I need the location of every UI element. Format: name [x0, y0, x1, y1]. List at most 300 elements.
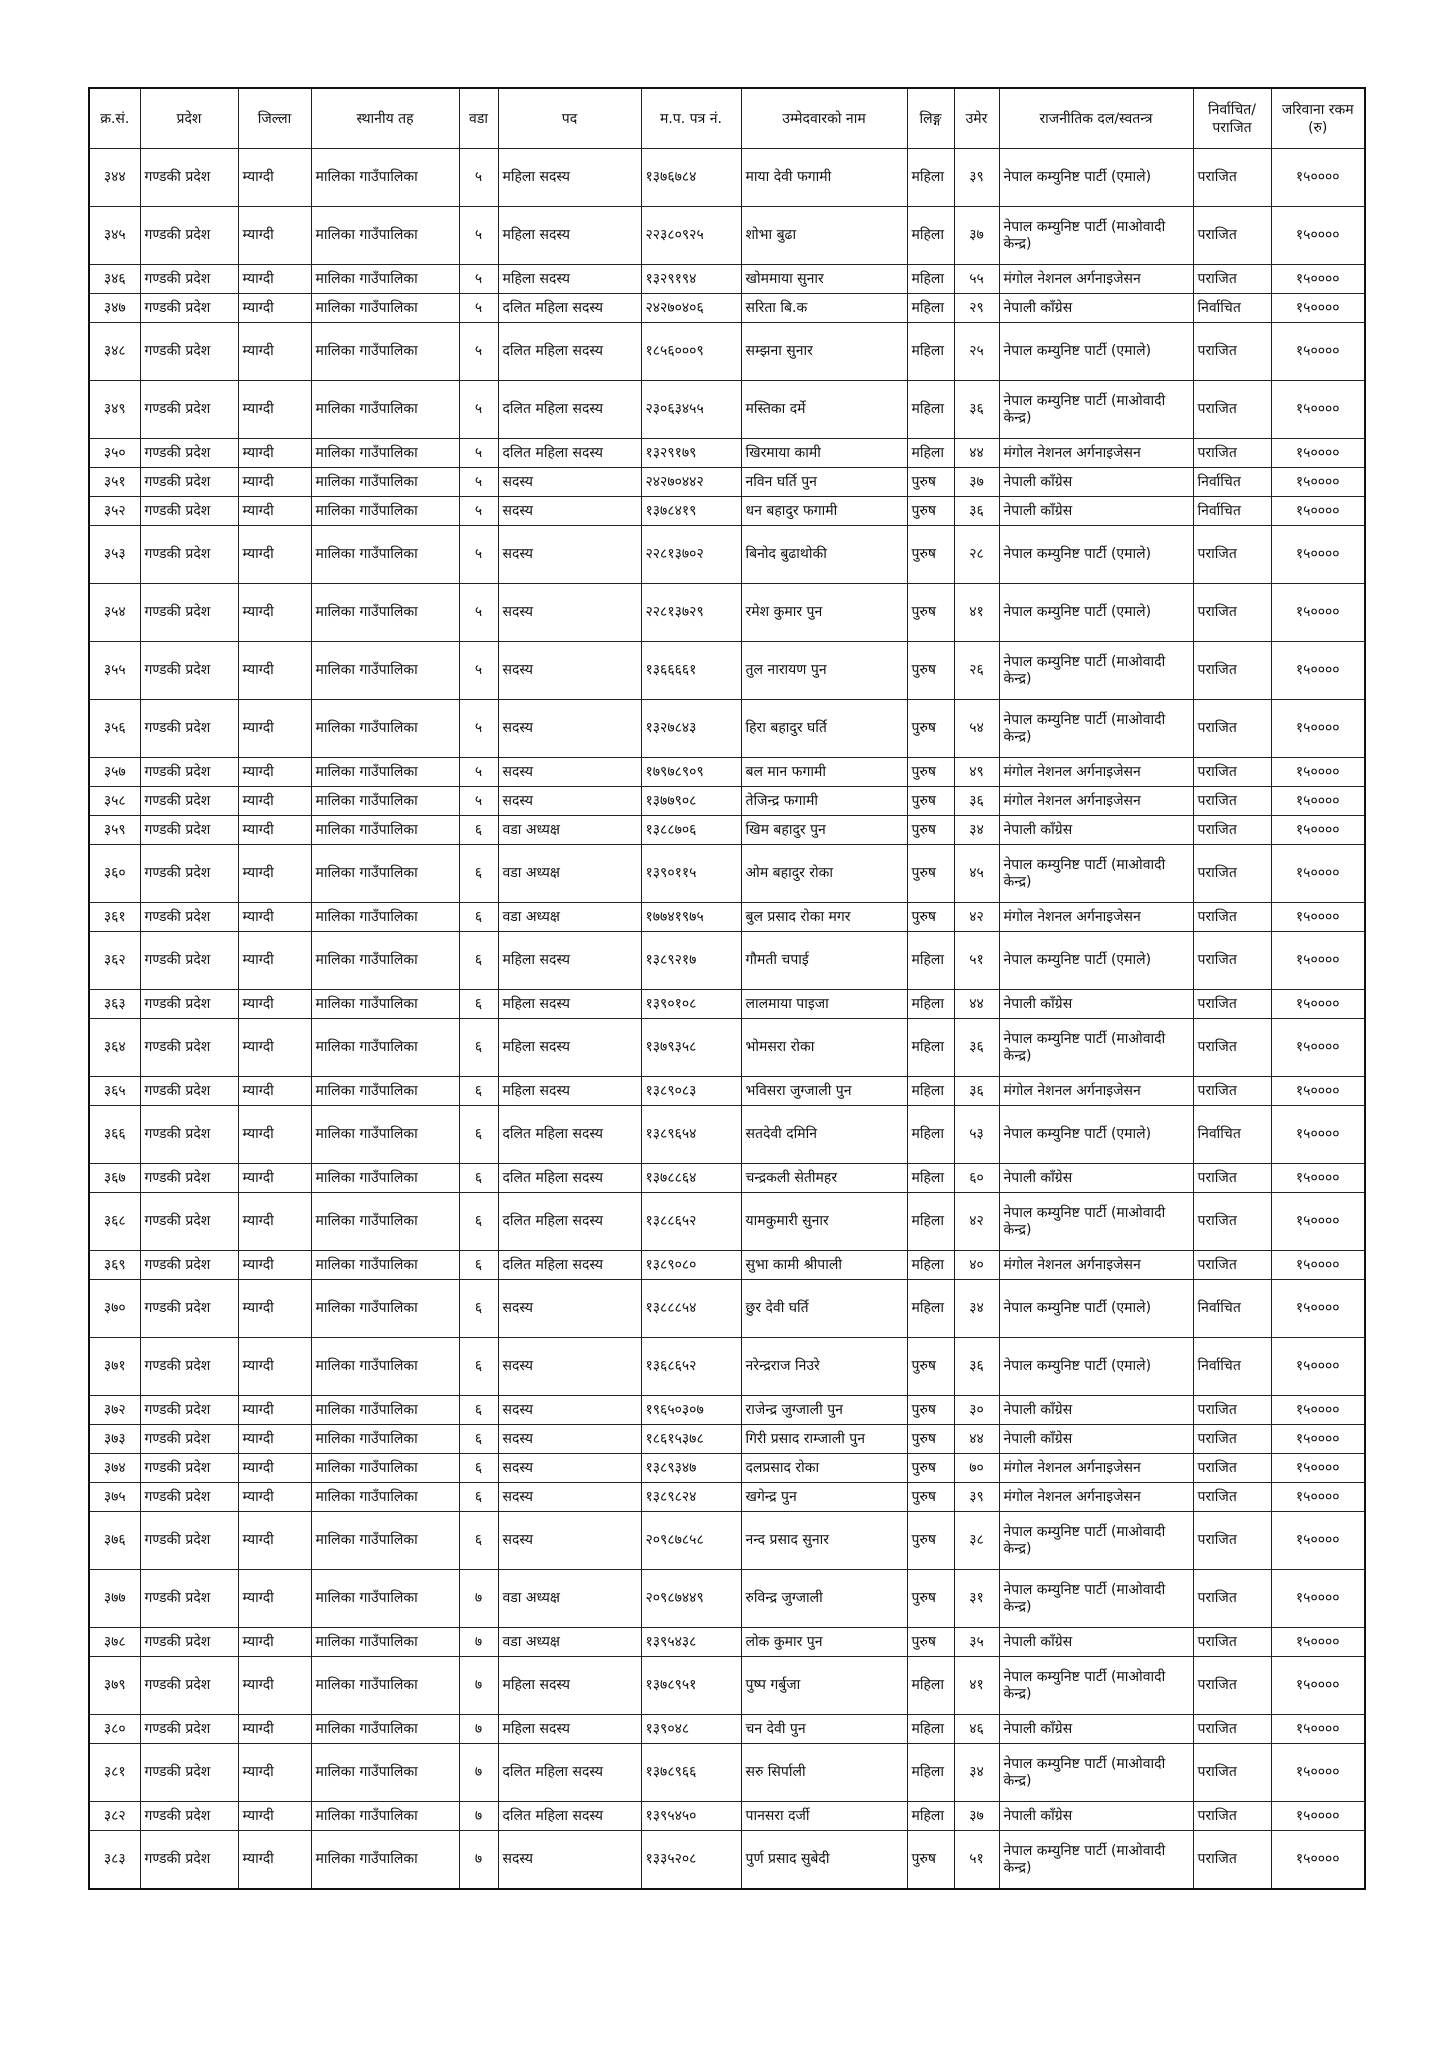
cell-candidate-name: खिम बहादुर पुन — [741, 816, 907, 845]
cell-gender: महिला — [907, 1106, 954, 1164]
cell-party: नेपाल कम्युनिष्ट पार्टी (एमाले) — [999, 149, 1193, 207]
cell-result: पराजित — [1193, 381, 1271, 439]
cell-party: नेपाल कम्युनिष्ट पार्टी (एमाले) — [999, 932, 1193, 990]
cell-age: ३९ — [954, 149, 999, 207]
cell-candidate-name: भोमसरा रोका — [741, 1019, 907, 1077]
cell-ward: ६ — [459, 903, 498, 932]
cell-province: गण्डकी प्रदेश — [140, 265, 238, 294]
table-row — [89, 323, 1365, 381]
cell-district: म्याग्दी — [238, 1628, 311, 1657]
cell-gender: महिला — [907, 1744, 954, 1802]
cell-local-level: मालिका गाउँपालिका — [311, 1077, 459, 1106]
cell-ballot-number: १३८८६५२ — [641, 1193, 741, 1251]
cell-post: महिला सदस्य — [498, 1077, 641, 1106]
cell-post: सदस्य — [498, 1512, 641, 1570]
cell-party: नेपाल कम्युनिष्ट पार्टी (एमाले) — [999, 526, 1193, 584]
table-row — [89, 758, 1365, 787]
cell-candidate-name: दलप्रसाद रोका — [741, 1454, 907, 1483]
cell-party: नेपाली काँग्रेस — [999, 1425, 1193, 1454]
table-row — [89, 1425, 1365, 1454]
cell-serial: ३५४ — [89, 584, 140, 642]
cell-age: २५ — [954, 323, 999, 381]
cell-gender: महिला — [907, 1657, 954, 1715]
cell-ballot-number: २२८१३७०२ — [641, 526, 741, 584]
cell-ward: ७ — [459, 1570, 498, 1628]
cell-ward: ६ — [459, 1193, 498, 1251]
cell-result: पराजित — [1193, 816, 1271, 845]
cell-candidate-name: बल मान फगामी — [741, 758, 907, 787]
table-row — [89, 700, 1365, 758]
cell-candidate-name: खिरमाया कामी — [741, 439, 907, 468]
cell-post: वडा अध्यक्ष — [498, 903, 641, 932]
cell-ward: ६ — [459, 1396, 498, 1425]
cell-post: दलित महिला सदस्य — [498, 1744, 641, 1802]
cell-age: ४४ — [954, 990, 999, 1019]
cell-age: ४४ — [954, 1425, 999, 1454]
cell-age: ३६ — [954, 1019, 999, 1077]
cell-ballot-number: २४२७०४०६ — [641, 294, 741, 323]
cell-province: गण्डकी प्रदेश — [140, 294, 238, 323]
header-result: निर्वाचित/पराजित — [1193, 88, 1271, 149]
cell-gender: महिला — [907, 1802, 954, 1831]
cell-ward: ५ — [459, 526, 498, 584]
cell-result: पराजित — [1193, 526, 1271, 584]
cell-local-level: मालिका गाउँपालिका — [311, 1657, 459, 1715]
cell-result: पराजित — [1193, 845, 1271, 903]
cell-ballot-number: १३८९०८० — [641, 1251, 741, 1280]
cell-party: नेपाल कम्युनिष्ट पार्टी (माओवादी केन्द्र) — [999, 1193, 1193, 1251]
cell-party: मंगोल नेशनल अर्गनाइजेसन — [999, 1483, 1193, 1512]
cell-serial: ३७१ — [89, 1338, 140, 1396]
cell-serial: ३६६ — [89, 1106, 140, 1164]
cell-party: नेपाली काँग्रेस — [999, 1715, 1193, 1744]
document-page — [88, 87, 1364, 1890]
cell-post: सदस्य — [498, 642, 641, 700]
cell-fine-amount: १५०००० — [1271, 1715, 1365, 1744]
cell-party: नेपाल कम्युनिष्ट पार्टी (माओवादी केन्द्र) — [999, 1019, 1193, 1077]
cell-ballot-number: २३०६३४५५ — [641, 381, 741, 439]
cell-gender: महिला — [907, 149, 954, 207]
cell-serial: ३७८ — [89, 1628, 140, 1657]
candidate-table — [88, 87, 1366, 1890]
header-post: पद — [498, 88, 641, 149]
cell-ballot-number: २२३८०९२५ — [641, 207, 741, 265]
table-row — [89, 1280, 1365, 1338]
cell-ward: ७ — [459, 1657, 498, 1715]
cell-fine-amount: १५०००० — [1271, 468, 1365, 497]
cell-age: ४१ — [954, 584, 999, 642]
cell-local-level: मालिका गाउँपालिका — [311, 294, 459, 323]
cell-post: दलित महिला सदस्य — [498, 1193, 641, 1251]
cell-result: निर्वाचित — [1193, 1338, 1271, 1396]
cell-ballot-number: १३७८९६६ — [641, 1744, 741, 1802]
cell-gender: पुरुष — [907, 1454, 954, 1483]
cell-fine-amount: १५०००० — [1271, 932, 1365, 990]
cell-fine-amount: १५०००० — [1271, 758, 1365, 787]
cell-district: म्याग्दी — [238, 1425, 311, 1454]
cell-serial: ३४७ — [89, 294, 140, 323]
cell-province: गण्डकी प्रदेश — [140, 845, 238, 903]
cell-post: वडा अध्यक्ष — [498, 816, 641, 845]
cell-age: ४९ — [954, 758, 999, 787]
cell-candidate-name: लोक कुमार पुन — [741, 1628, 907, 1657]
cell-province: गण्डकी प्रदेश — [140, 497, 238, 526]
cell-fine-amount: १५०००० — [1271, 642, 1365, 700]
cell-district: म्याग्दी — [238, 526, 311, 584]
cell-province: गण्डकी प्रदेश — [140, 1715, 238, 1744]
cell-ballot-number: १३९०१०८ — [641, 990, 741, 1019]
cell-province: गण्डकी प्रदेश — [140, 1396, 238, 1425]
cell-age: ५४ — [954, 700, 999, 758]
cell-party: नेपाली काँग्रेस — [999, 497, 1193, 526]
cell-age: ४५ — [954, 845, 999, 903]
cell-province: गण्डकी प्रदेश — [140, 1570, 238, 1628]
cell-gender: महिला — [907, 1164, 954, 1193]
cell-post: सदस्य — [498, 1454, 641, 1483]
cell-gender: पुरुष — [907, 903, 954, 932]
cell-serial: ३४४ — [89, 149, 140, 207]
cell-candidate-name: शोभा बुढा — [741, 207, 907, 265]
cell-ward: ५ — [459, 439, 498, 468]
cell-age: ३६ — [954, 1338, 999, 1396]
cell-candidate-name: सम्झना सुनार — [741, 323, 907, 381]
cell-result: पराजित — [1193, 265, 1271, 294]
cell-post: वडा अध्यक्ष — [498, 1570, 641, 1628]
cell-ballot-number: १३२७८४३ — [641, 700, 741, 758]
cell-ballot-number: १३७८४१९ — [641, 497, 741, 526]
cell-gender: महिला — [907, 381, 954, 439]
cell-local-level: मालिका गाउँपालिका — [311, 1570, 459, 1628]
table-row — [89, 497, 1365, 526]
cell-party: नेपाल कम्युनिष्ट पार्टी (एमाले) — [999, 1280, 1193, 1338]
cell-party: मंगोल नेशनल अर्गनाइजेसन — [999, 787, 1193, 816]
cell-ballot-number: १८५६०००९ — [641, 323, 741, 381]
header-age: उमेर — [954, 88, 999, 149]
cell-fine-amount: १५०००० — [1271, 1106, 1365, 1164]
cell-candidate-name: भविसरा जुग्जाली पुन — [741, 1077, 907, 1106]
cell-ward: ६ — [459, 1251, 498, 1280]
cell-party: नेपाली काँग्रेस — [999, 1628, 1193, 1657]
cell-province: गण्डकी प्रदेश — [140, 207, 238, 265]
cell-result: पराजित — [1193, 1831, 1271, 1890]
cell-result: पराजित — [1193, 1164, 1271, 1193]
cell-serial: ३७९ — [89, 1657, 140, 1715]
cell-post: सदस्य — [498, 584, 641, 642]
cell-result: पराजित — [1193, 1802, 1271, 1831]
cell-serial: ३८३ — [89, 1831, 140, 1890]
cell-post: दलित महिला सदस्य — [498, 381, 641, 439]
cell-candidate-name: माया देवी फगामी — [741, 149, 907, 207]
cell-post: वडा अध्यक्ष — [498, 845, 641, 903]
cell-gender: पुरुष — [907, 1570, 954, 1628]
cell-party: नेपाली काँग्रेस — [999, 468, 1193, 497]
cell-gender: महिला — [907, 1251, 954, 1280]
cell-local-level: मालिका गाउँपालिका — [311, 1744, 459, 1802]
cell-party: नेपाल कम्युनिष्ट पार्टी (माओवादी केन्द्र) — [999, 381, 1193, 439]
cell-candidate-name: पुर्ण प्रसाद सुबेदी — [741, 1831, 907, 1890]
cell-result: पराजित — [1193, 149, 1271, 207]
cell-ballot-number: १३८९८२४ — [641, 1483, 741, 1512]
cell-local-level: मालिका गाउँपालिका — [311, 468, 459, 497]
cell-ward: ७ — [459, 1831, 498, 1890]
cell-local-level: मालिका गाउँपालिका — [311, 1425, 459, 1454]
cell-post: दलित महिला सदस्य — [498, 1802, 641, 1831]
table-row — [89, 1512, 1365, 1570]
table-row — [89, 584, 1365, 642]
cell-district: म्याग्दी — [238, 294, 311, 323]
cell-local-level: मालिका गाउँपालिका — [311, 207, 459, 265]
table-row — [89, 468, 1365, 497]
cell-fine-amount: १५०००० — [1271, 1744, 1365, 1802]
cell-fine-amount: १५०००० — [1271, 845, 1365, 903]
cell-gender: महिला — [907, 1077, 954, 1106]
cell-party: नेपाल कम्युनिष्ट पार्टी (माओवादी केन्द्र) — [999, 845, 1193, 903]
cell-local-level: मालिका गाउँपालिका — [311, 758, 459, 787]
cell-gender: पुरुष — [907, 1338, 954, 1396]
cell-province: गण्डकी प्रदेश — [140, 1454, 238, 1483]
cell-ward: ५ — [459, 468, 498, 497]
header-local-level: स्थानीय तह — [311, 88, 459, 149]
cell-local-level: मालिका गाउँपालिका — [311, 439, 459, 468]
cell-ballot-number: १३८९३४७ — [641, 1454, 741, 1483]
cell-ward: ५ — [459, 149, 498, 207]
cell-local-level: मालिका गाउँपालिका — [311, 1338, 459, 1396]
cell-gender: पुरुष — [907, 468, 954, 497]
table-row — [89, 1019, 1365, 1077]
cell-post: सदस्य — [498, 1483, 641, 1512]
cell-province: गण्डकी प्रदेश — [140, 439, 238, 468]
cell-local-level: मालिका गाउँपालिका — [311, 816, 459, 845]
cell-local-level: मालिका गाउँपालिका — [311, 787, 459, 816]
cell-ward: ५ — [459, 642, 498, 700]
cell-province: गण्डकी प्रदेश — [140, 1831, 238, 1890]
cell-ballot-number: १३७८९५१ — [641, 1657, 741, 1715]
cell-ward: ५ — [459, 294, 498, 323]
cell-serial: ३६२ — [89, 932, 140, 990]
cell-province: गण्डकी प्रदेश — [140, 1744, 238, 1802]
cell-serial: ३४६ — [89, 265, 140, 294]
cell-party: नेपाल कम्युनिष्ट पार्टी (एमाले) — [999, 323, 1193, 381]
cell-candidate-name: नरेन्द्रराज निउरे — [741, 1338, 907, 1396]
cell-province: गण्डकी प्रदेश — [140, 1251, 238, 1280]
cell-party: मंगोल नेशनल अर्गनाइजेसन — [999, 265, 1193, 294]
cell-fine-amount: १५०००० — [1271, 700, 1365, 758]
cell-province: गण्डकी प्रदेश — [140, 758, 238, 787]
cell-ward: ५ — [459, 381, 498, 439]
cell-fine-amount: १५०००० — [1271, 1802, 1365, 1831]
cell-party: नेपाल कम्युनिष्ट पार्टी (माओवादी केन्द्र) — [999, 1744, 1193, 1802]
cell-post: दलित महिला सदस्य — [498, 439, 641, 468]
cell-serial: ३४९ — [89, 381, 140, 439]
cell-serial: ३६५ — [89, 1077, 140, 1106]
cell-post: दलित महिला सदस्य — [498, 323, 641, 381]
cell-local-level: मालिका गाउँपालिका — [311, 1106, 459, 1164]
table-row — [89, 1106, 1365, 1164]
cell-fine-amount: १५०००० — [1271, 1396, 1365, 1425]
cell-gender: पुरुष — [907, 1396, 954, 1425]
cell-party: मंगोल नेशनल अर्गनाइजेसन — [999, 903, 1193, 932]
cell-district: म्याग्दी — [238, 932, 311, 990]
cell-district: म्याग्दी — [238, 845, 311, 903]
cell-gender: पुरुष — [907, 497, 954, 526]
cell-candidate-name: बुल प्रसाद रोका मगर — [741, 903, 907, 932]
cell-local-level: मालिका गाउँपालिका — [311, 323, 459, 381]
cell-result: पराजित — [1193, 758, 1271, 787]
cell-result: पराजित — [1193, 1251, 1271, 1280]
cell-province: गण्डकी प्रदेश — [140, 1338, 238, 1396]
cell-age: ३७ — [954, 207, 999, 265]
cell-candidate-name: चन्द्रकली सेतीमहर — [741, 1164, 907, 1193]
cell-local-level: मालिका गाउँपालिका — [311, 1164, 459, 1193]
cell-district: म्याग्दी — [238, 787, 311, 816]
table-row — [89, 149, 1365, 207]
cell-age: ५३ — [954, 1106, 999, 1164]
cell-ballot-number: २०९८७८५८ — [641, 1512, 741, 1570]
cell-candidate-name: राजेन्द्र जुग्जाली पुन — [741, 1396, 907, 1425]
cell-ward: ५ — [459, 323, 498, 381]
cell-result: पराजित — [1193, 1019, 1271, 1077]
cell-result: पराजित — [1193, 932, 1271, 990]
cell-result: निर्वाचित — [1193, 294, 1271, 323]
cell-ward: ६ — [459, 816, 498, 845]
cell-district: म्याग्दी — [238, 584, 311, 642]
cell-serial: ३७० — [89, 1280, 140, 1338]
cell-district: म्याग्दी — [238, 1483, 311, 1512]
cell-candidate-name: खोममाया सुनार — [741, 265, 907, 294]
cell-result: निर्वाचित — [1193, 1106, 1271, 1164]
cell-serial: ३४५ — [89, 207, 140, 265]
cell-age: ३८ — [954, 1512, 999, 1570]
cell-ballot-number: १३७७९०८ — [641, 787, 741, 816]
cell-gender: पुरुष — [907, 1425, 954, 1454]
cell-age: ३७ — [954, 468, 999, 497]
table-row — [89, 932, 1365, 990]
cell-result: पराजित — [1193, 1396, 1271, 1425]
cell-result: पराजित — [1193, 1483, 1271, 1512]
cell-age: ३४ — [954, 816, 999, 845]
cell-ballot-number: २२८१३७२९ — [641, 584, 741, 642]
cell-district: म्याग्दी — [238, 381, 311, 439]
cell-district: म्याग्दी — [238, 1657, 311, 1715]
cell-result: निर्वाचित — [1193, 1280, 1271, 1338]
cell-fine-amount: १५०००० — [1271, 787, 1365, 816]
cell-ward: ६ — [459, 1512, 498, 1570]
cell-candidate-name: सरु सिर्पाली — [741, 1744, 907, 1802]
cell-fine-amount: १५०००० — [1271, 439, 1365, 468]
cell-candidate-name: ओम बहादुर रोका — [741, 845, 907, 903]
cell-age: ३० — [954, 1396, 999, 1425]
cell-serial: ३५३ — [89, 526, 140, 584]
cell-province: गण्डकी प्रदेश — [140, 468, 238, 497]
cell-age: ४२ — [954, 1193, 999, 1251]
cell-post: सदस्य — [498, 1280, 641, 1338]
cell-gender: पुरुष — [907, 758, 954, 787]
cell-age: ३६ — [954, 381, 999, 439]
cell-party: मंगोल नेशनल अर्गनाइजेसन — [999, 1454, 1193, 1483]
cell-gender: महिला — [907, 932, 954, 990]
cell-ward: ५ — [459, 265, 498, 294]
cell-party: नेपाली काँग्रेस — [999, 816, 1193, 845]
cell-age: ३६ — [954, 497, 999, 526]
cell-serial: ३८० — [89, 1715, 140, 1744]
cell-candidate-name: तेजिन्द्र फगामी — [741, 787, 907, 816]
cell-fine-amount: १५०००० — [1271, 584, 1365, 642]
cell-district: म्याग्दी — [238, 1744, 311, 1802]
cell-fine-amount: १५०००० — [1271, 526, 1365, 584]
cell-ballot-number: १३६६६६१ — [641, 642, 741, 700]
table-row — [89, 787, 1365, 816]
table-row — [89, 1744, 1365, 1802]
cell-ballot-number: १३७८८६४ — [641, 1164, 741, 1193]
table-row — [89, 1628, 1365, 1657]
cell-district: म्याग्दी — [238, 1831, 311, 1890]
cell-party: नेपाल कम्युनिष्ट पार्टी (माओवादी केन्द्र) — [999, 1570, 1193, 1628]
table-row — [89, 207, 1365, 265]
cell-post: महिला सदस्य — [498, 1019, 641, 1077]
table-row — [89, 903, 1365, 932]
cell-gender: महिला — [907, 1715, 954, 1744]
cell-candidate-name: छुर देवी घर्ति — [741, 1280, 907, 1338]
cell-candidate-name: रमेश कुमार पुन — [741, 584, 907, 642]
cell-ballot-number: १३८९६५४ — [641, 1106, 741, 1164]
cell-ward: ६ — [459, 1454, 498, 1483]
cell-post: महिला सदस्य — [498, 932, 641, 990]
cell-ward: ७ — [459, 1744, 498, 1802]
cell-post: दलित महिला सदस्य — [498, 1106, 641, 1164]
cell-ballot-number: १७७४१९७५ — [641, 903, 741, 932]
table-row — [89, 1396, 1365, 1425]
cell-fine-amount: १५०००० — [1271, 265, 1365, 294]
cell-age: ३५ — [954, 1628, 999, 1657]
cell-serial: ३८१ — [89, 1744, 140, 1802]
cell-local-level: मालिका गाउँपालिका — [311, 1512, 459, 1570]
cell-serial: ३६१ — [89, 903, 140, 932]
cell-age: ३१ — [954, 1570, 999, 1628]
cell-serial: ३५५ — [89, 642, 140, 700]
cell-candidate-name: यामकुमारी सुनार — [741, 1193, 907, 1251]
cell-local-level: मालिका गाउँपालिका — [311, 700, 459, 758]
cell-province: गण्डकी प्रदेश — [140, 932, 238, 990]
cell-party: मंगोल नेशनल अर्गनाइजेसन — [999, 1077, 1193, 1106]
cell-post: सदस्य — [498, 787, 641, 816]
cell-candidate-name: नविन घर्ति पुन — [741, 468, 907, 497]
cell-gender: महिला — [907, 439, 954, 468]
cell-age: ६० — [954, 1164, 999, 1193]
cell-serial: ३४८ — [89, 323, 140, 381]
cell-age: ३७ — [954, 1802, 999, 1831]
cell-ward: ६ — [459, 1280, 498, 1338]
cell-party: नेपाली काँग्रेस — [999, 990, 1193, 1019]
cell-local-level: मालिका गाउँपालिका — [311, 1831, 459, 1890]
cell-party: नेपाल कम्युनिष्ट पार्टी (माओवादी केन्द्र) — [999, 1657, 1193, 1715]
cell-gender: महिला — [907, 294, 954, 323]
cell-serial: ३६३ — [89, 990, 140, 1019]
cell-candidate-name: हिरा बहादुर घर्ति — [741, 700, 907, 758]
cell-candidate-name: पानसरा दर्जी — [741, 1802, 907, 1831]
header-candidate-name: उम्मेदवारको नाम — [741, 88, 907, 149]
cell-result: पराजित — [1193, 1425, 1271, 1454]
cell-serial: ३५८ — [89, 787, 140, 816]
cell-serial: ३६० — [89, 845, 140, 903]
cell-post: सदस्य — [498, 497, 641, 526]
cell-age: ३६ — [954, 787, 999, 816]
cell-ward: ५ — [459, 700, 498, 758]
cell-district: म्याग्दी — [238, 816, 311, 845]
cell-province: गण्डकी प्रदेश — [140, 323, 238, 381]
cell-post: महिला सदस्य — [498, 207, 641, 265]
cell-district: म्याग्दी — [238, 700, 311, 758]
cell-gender: पुरुष — [907, 1483, 954, 1512]
